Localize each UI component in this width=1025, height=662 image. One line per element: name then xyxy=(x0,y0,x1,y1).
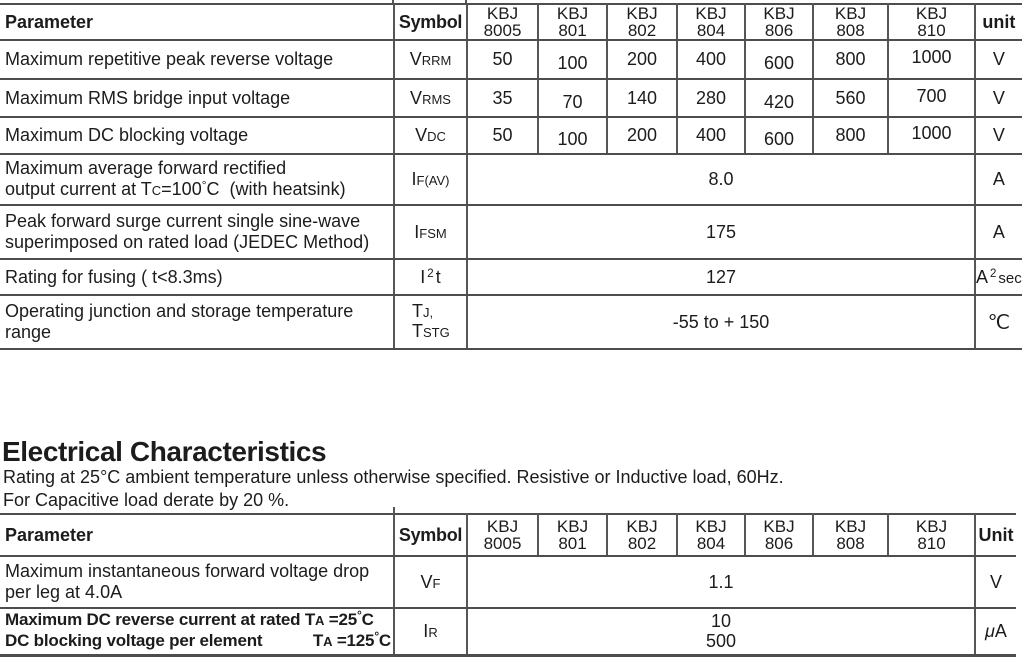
value-cell: 560 xyxy=(813,79,888,117)
model-header: KBJ 802 xyxy=(607,4,677,40)
unit-header: Unit xyxy=(975,514,1016,556)
symbol-cell: I $^2$ t xyxy=(394,259,467,295)
value-cell: 140 xyxy=(607,79,677,117)
model-header: KBJ 804 xyxy=(677,4,745,40)
unit-header: unit xyxy=(975,4,1022,40)
model-header: KBJ 810 xyxy=(888,514,975,556)
value-cell: 100 xyxy=(538,117,607,154)
value-cell: 420 xyxy=(745,79,813,117)
derate-note: For Capacitive load derate by 20 %. xyxy=(3,490,290,510)
value-cell: 1000 xyxy=(888,117,975,154)
param-cell: Maximum repetitive peak reverse voltage xyxy=(0,40,394,79)
table-row xyxy=(0,40,1022,79)
maximum-ratings-table xyxy=(0,3,1022,350)
symbol-cell: IFSM xyxy=(394,205,467,259)
table-header-row xyxy=(0,4,1022,40)
merged-value-cell: 8.0 xyxy=(467,154,975,205)
parameter-header: Parameter xyxy=(0,514,394,556)
unit-cell: μA xyxy=(975,608,1016,655)
model-header: KBJ 810 xyxy=(888,4,975,40)
unit-cell: V xyxy=(975,40,1022,79)
value-cell: 50 xyxy=(467,40,538,79)
value-cell: 800 xyxy=(813,117,888,154)
param-cell: Operating junction and storage temperature range xyxy=(0,295,394,349)
model-header: KBJ 806 xyxy=(745,4,813,40)
table-row xyxy=(0,117,1022,154)
model-header: KBJ 801 xyxy=(538,4,607,40)
table-row xyxy=(0,79,1022,117)
value-cell: 400 xyxy=(677,117,745,154)
symbol-cell: VF xyxy=(394,556,467,608)
symbol-header: Symbol xyxy=(394,4,467,40)
symbol-header: Symbol xyxy=(394,514,467,556)
value-cell: 400 xyxy=(677,40,745,79)
unit-cell: V xyxy=(975,556,1016,608)
value-cell: 200 xyxy=(607,40,677,79)
model-header: KBJ 801 xyxy=(538,514,607,556)
unit-cell: V xyxy=(975,79,1022,117)
merged-value-cell: 10 500 xyxy=(467,608,975,655)
symbol-cell: IR xyxy=(394,608,467,655)
symbol-cell: VDC xyxy=(394,117,467,154)
table-row xyxy=(0,295,1022,349)
param-cell: Maximum DC blocking voltage xyxy=(0,117,394,154)
model-header: KBJ 804 xyxy=(677,514,745,556)
param-cell: Maximum RMS bridge input voltage xyxy=(0,79,394,117)
symbol-cell: VRRM xyxy=(394,40,467,79)
value-cell: 700 xyxy=(888,79,975,117)
value-cell: 70 xyxy=(538,79,607,117)
table-row xyxy=(0,556,1016,608)
param-cell: Rating for fusing ( t<8.3ms) xyxy=(0,259,394,295)
model-header: KBJ 8005 xyxy=(467,4,538,40)
electrical-characteristics-table xyxy=(0,513,1016,657)
model-header: KBJ 802 xyxy=(607,514,677,556)
value-cell: 50 xyxy=(467,117,538,154)
table-row xyxy=(0,259,1022,295)
symbol-cell: IF(AV) xyxy=(394,154,467,205)
value-cell: 1000 xyxy=(888,40,975,79)
value-cell: 600 xyxy=(745,40,813,79)
unit-cell: V xyxy=(975,117,1022,154)
param-cell: Maximum instantaneous forward voltage drop per leg at 4.0A xyxy=(0,556,394,608)
merged-value-cell: -55 to + 150 xyxy=(467,295,975,349)
model-header: KBJ 8005 xyxy=(467,514,538,556)
value-cell: 35 xyxy=(467,79,538,117)
unit-cell: ℃ xyxy=(975,295,1022,349)
table-row xyxy=(0,205,1022,259)
merged-value-cell: 175 xyxy=(467,205,975,259)
rating-note: Rating at 25°C ambient temperature unless otherwise specified. Resistive or Inductive load, 60Hz. xyxy=(3,467,784,487)
merged-value-cell: 1.1 xyxy=(467,556,975,608)
merged-value-cell: 127 xyxy=(467,259,975,295)
unit-cell: A xyxy=(975,205,1022,259)
value-cell: 600 xyxy=(745,117,813,154)
param-cell: Peak forward surge current single sine-wave superimposed on rated load (JEDEC Method) xyxy=(0,205,394,259)
table-row xyxy=(0,608,1016,655)
model-header: KBJ 808 xyxy=(813,514,888,556)
param-cell: Maximum DC reverse current at rated TA =25°C DC blocking voltage per element TA =125°C xyxy=(0,608,394,655)
table-row xyxy=(0,154,1022,205)
section-title: Electrical Characteristics xyxy=(2,436,327,467)
parameter-header: Parameter xyxy=(0,4,394,40)
symbol-cell: TJ, TSTG xyxy=(394,295,467,349)
model-header: KBJ 806 xyxy=(745,514,813,556)
unit-cell: A $^2$ sec xyxy=(975,259,1022,295)
value-cell: 280 xyxy=(677,79,745,117)
model-header: KBJ 808 xyxy=(813,4,888,40)
value-cell: 200 xyxy=(607,117,677,154)
param-cell: Maximum average forward rectified output current at TC=100°C (with heatsink) xyxy=(0,154,394,205)
value-cell: 800 xyxy=(813,40,888,79)
symbol-cell: VRMS xyxy=(394,79,467,117)
value-cell: 100 xyxy=(538,40,607,79)
unit-cell: A xyxy=(975,154,1022,205)
table-header-row xyxy=(0,514,1016,556)
